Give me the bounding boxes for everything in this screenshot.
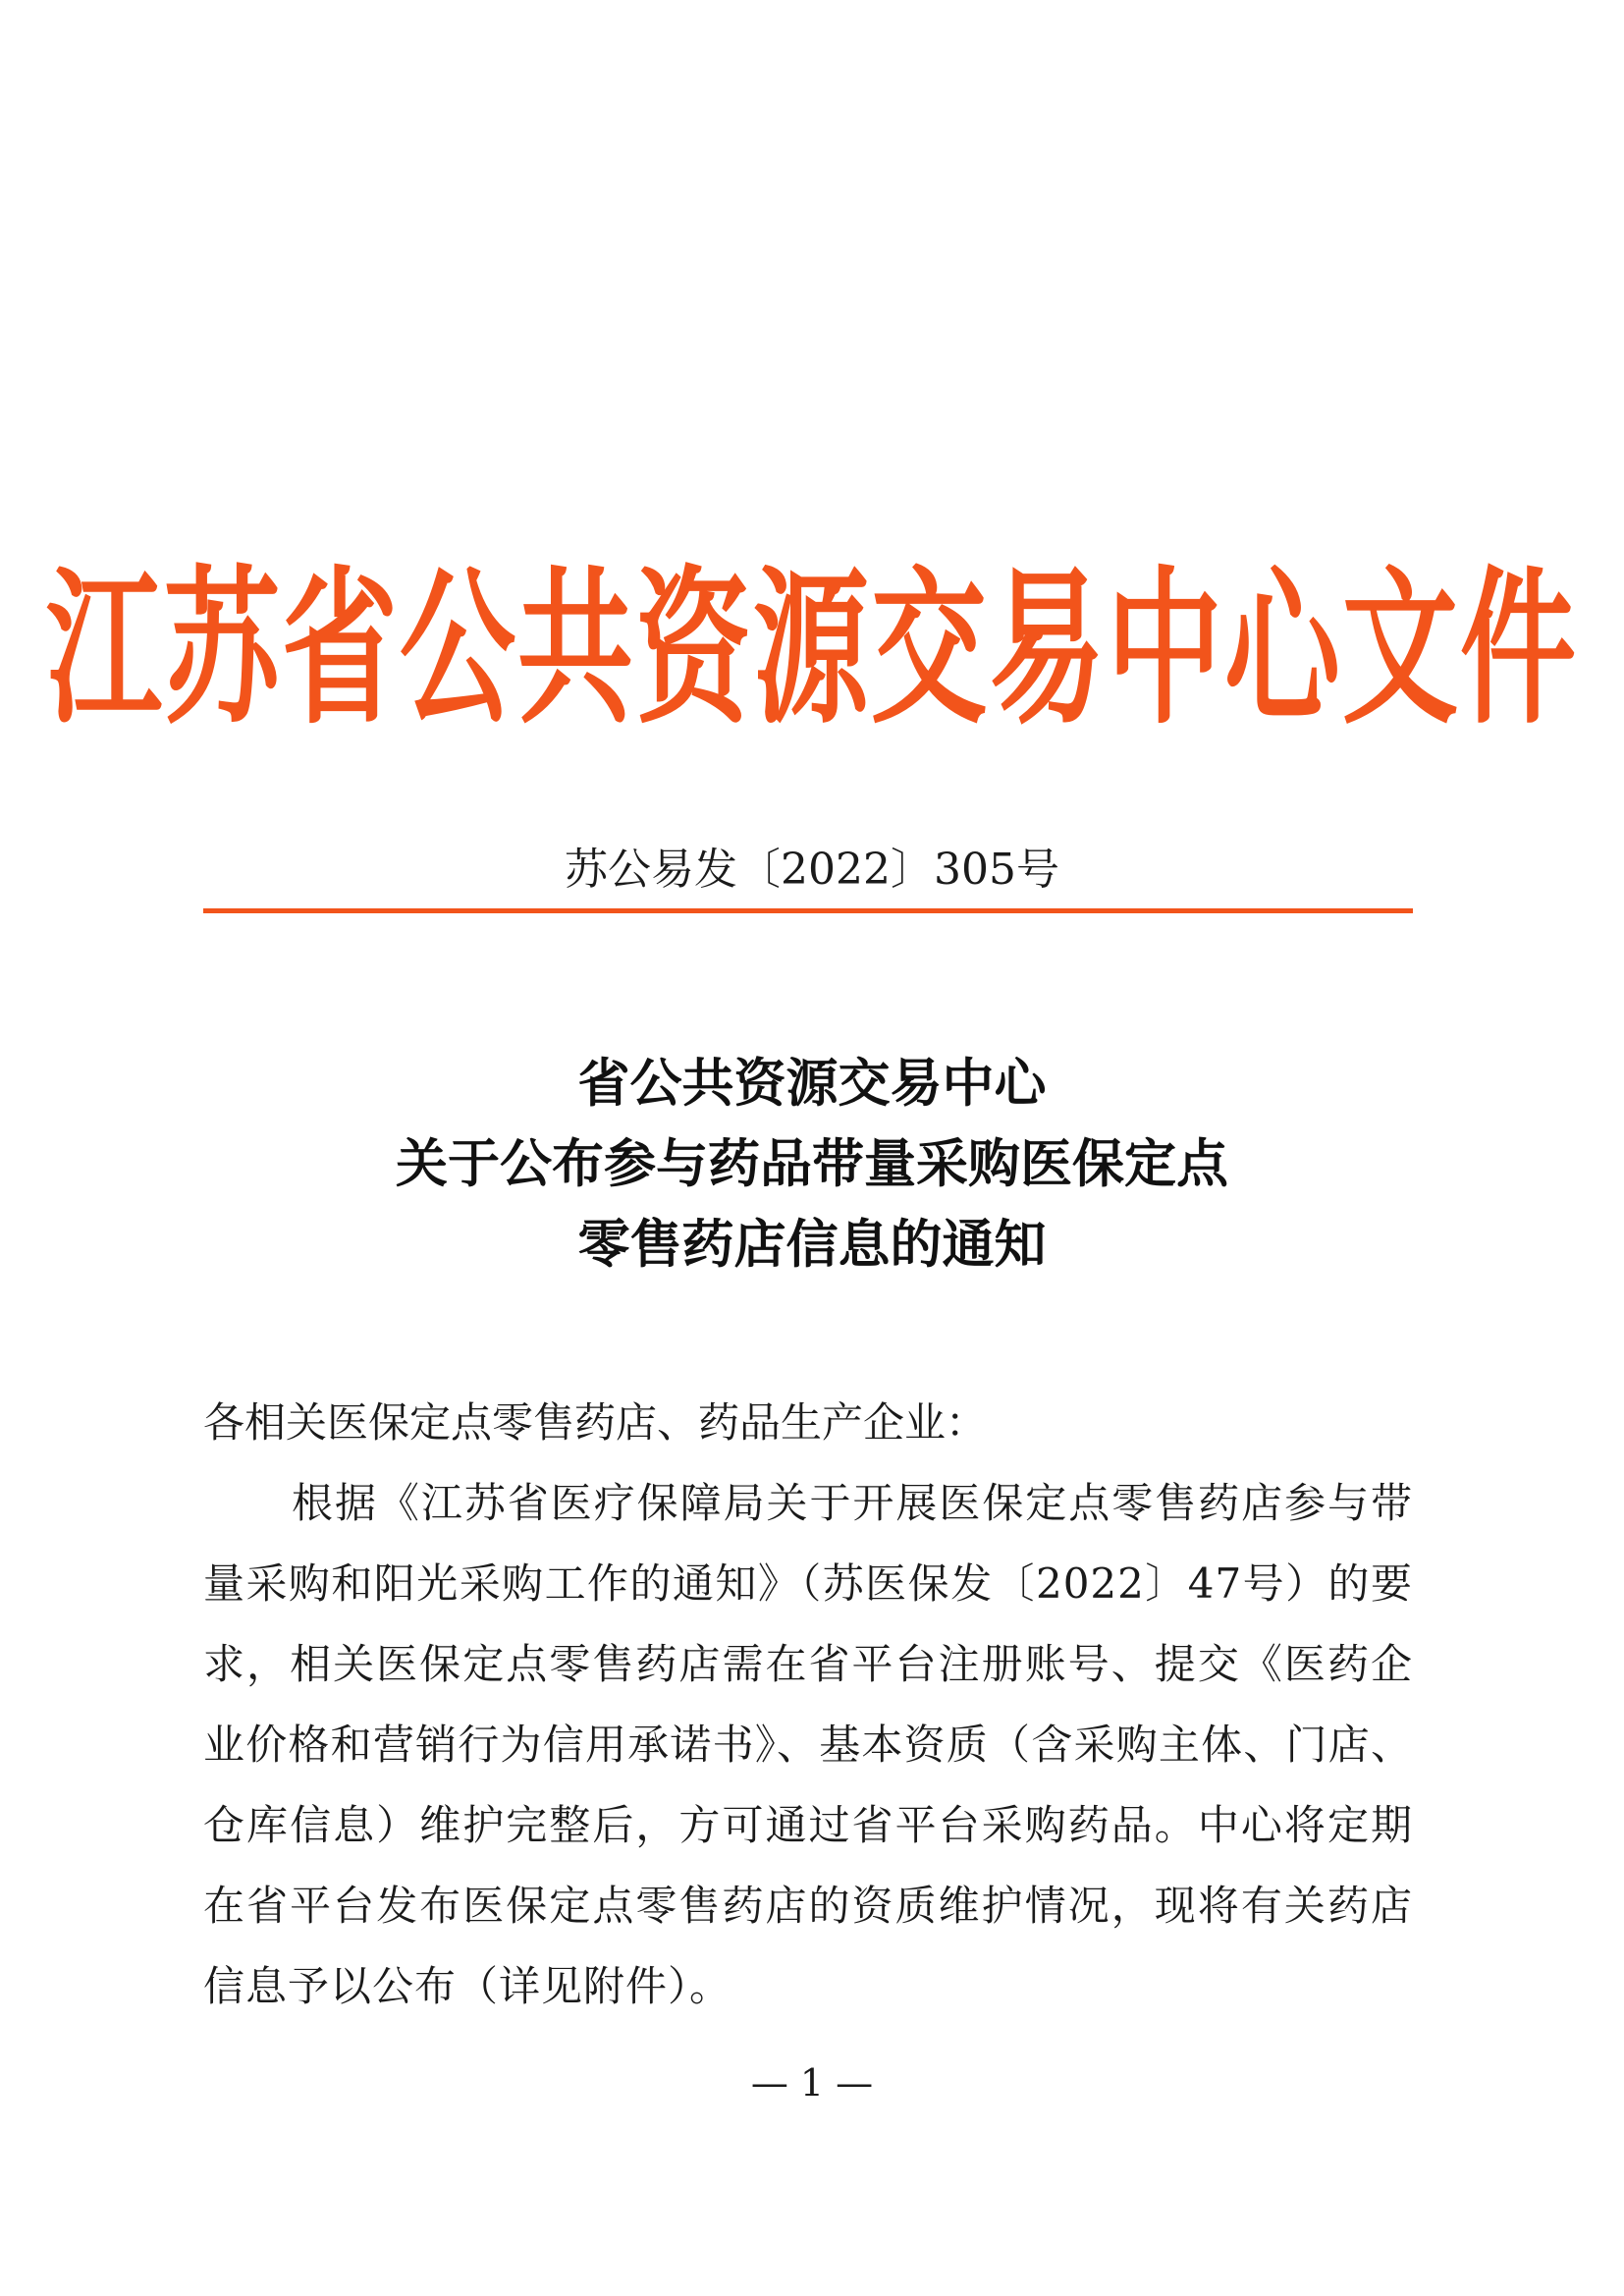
title-line-3: 零售药店信息的通知 [577,1214,1047,1275]
masthead-title: 江苏省公共资源交易中心文件 [45,550,1578,747]
notice-body [203,1383,1413,2027]
document-number: 苏公易发〔2022〕305号 [565,845,1059,895]
notice-title [0,1043,1624,1285]
page-number: — 1 — [750,2061,874,2105]
red-separator-line [203,908,1413,913]
title-line-2: 关于公布参与药品带量采购医保定点 [396,1133,1228,1194]
salutation: 各相关医保定点零售药店、药品生产企业： [203,1398,988,1447]
body-paragraph: 根据《江苏省医疗保障局关于开展医保定点零售药店参与带量采购和阳光采购工作的通知》（苏医保发〔2022〕47号）的要求，相关医保定点零售药店需在省平台注册账号、提交《医药企业价格和营销行为信用承诺书》、基本资质（含采购主体、门店、仓库信息）维护完整后，方可通过省平台采购药品。中心将定期在省平台发布医保定点零售药店的资质维护情况，现将有关药店信息予以公布（详见附件）。 [203,1479,1413,2010]
title-line-1: 省公共资源交易中心 [577,1053,1047,1114]
